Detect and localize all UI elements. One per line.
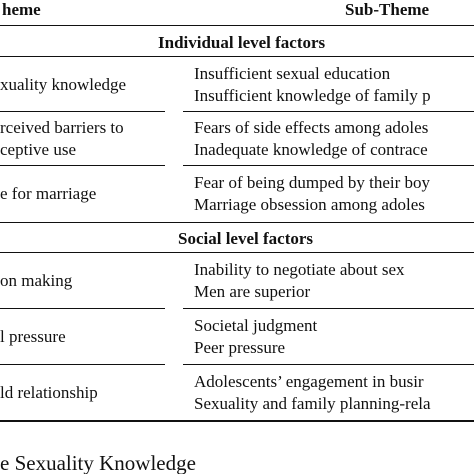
theme-cell: on making — [0, 271, 73, 290]
section-rule — [0, 252, 474, 253]
theme-cell: l pressure — [0, 327, 66, 346]
subtheme-line: Fears of side effects among adoles — [194, 118, 429, 137]
theme-cell: xuality knowledge — [0, 75, 127, 94]
section-title-individual: Individual level factors — [158, 33, 326, 52]
subtheme-line: Societal judgment — [194, 316, 318, 335]
subtheme-line: Inability to negotiate about sex — [194, 260, 405, 279]
subtheme-line: Men are superior — [194, 282, 311, 301]
row-rule-left — [0, 308, 165, 309]
subtheme-line: Inadequate knowledge of contrace — [194, 140, 428, 159]
subtheme-line: Sexuality and family planning-rela — [194, 394, 431, 413]
section-rule — [0, 222, 474, 223]
subtheme-line: Insufficient sexual education — [194, 64, 391, 83]
subtheme-line: Peer pressure — [194, 338, 286, 357]
header-theme: heme — [2, 0, 41, 19]
theme-cell: ceptive use — [0, 140, 76, 159]
row-rule-left — [0, 165, 165, 166]
theme-cell: e for marriage — [0, 184, 97, 203]
section-heading: e Sexuality Knowledge — [0, 451, 196, 474]
row-rule-right — [183, 308, 474, 309]
row-rule-right — [183, 165, 474, 166]
header-subtheme: Sub-Theme — [345, 0, 430, 19]
section-rule — [0, 56, 474, 57]
section-title-social: Social level factors — [178, 229, 314, 248]
table-bottom-rule — [0, 420, 474, 422]
subtheme-line: Marriage obsession among adoles — [194, 195, 425, 214]
header-rule — [0, 25, 474, 26]
row-rule-right — [183, 111, 474, 112]
row-rule-left — [0, 364, 165, 365]
subtheme-line: Insufficient knowledge of family p — [194, 86, 431, 105]
subtheme-line: Fear of being dumped by their boy — [194, 173, 431, 192]
theme-cell: rceived barriers to — [0, 118, 124, 137]
row-rule-left — [0, 111, 165, 112]
theme-cell: ld relationship — [0, 383, 98, 402]
subtheme-line: Adolescents’ engagement in busir — [194, 372, 424, 391]
row-rule-right — [183, 364, 474, 365]
